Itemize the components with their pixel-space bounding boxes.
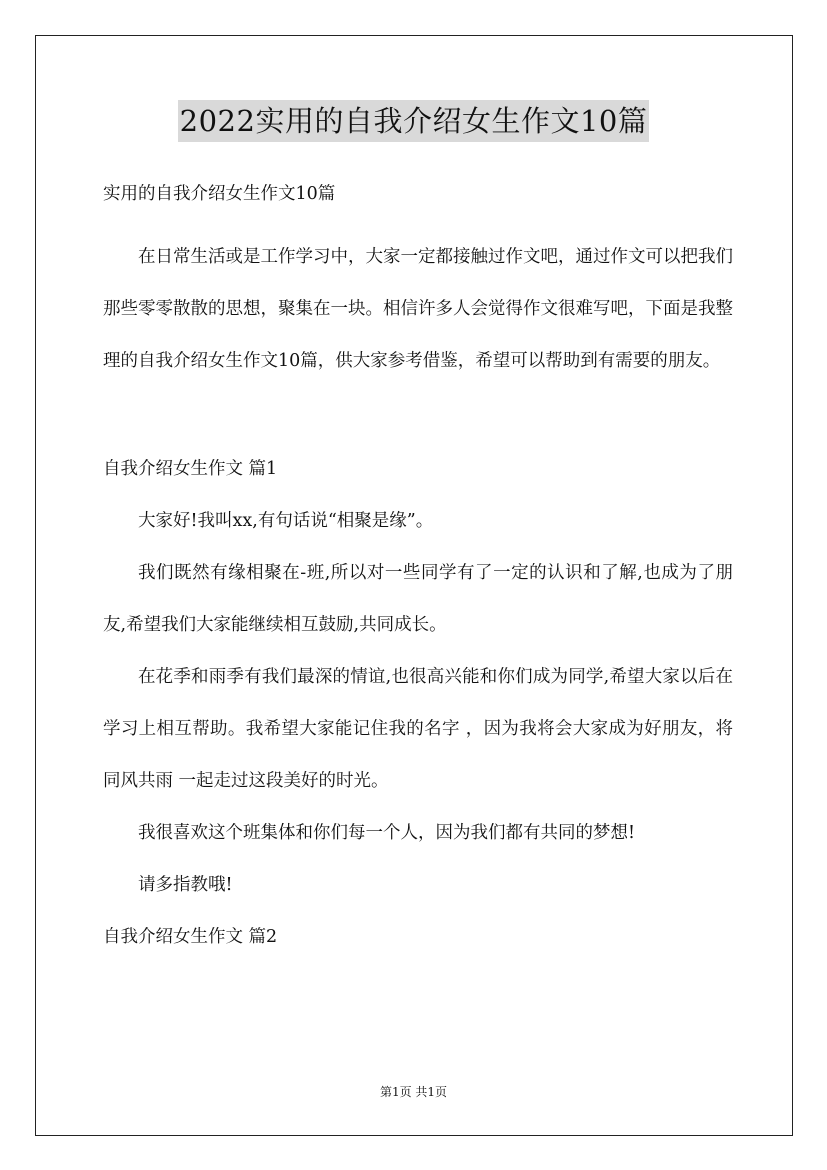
document-subtitle: 实用的自我介绍女生作文10篇 (103, 184, 336, 204)
section-1-paragraph-1: 大家好!我叫xx,有句话说“相聚是缘”。 (138, 511, 434, 531)
title-block (0, 100, 827, 142)
section-1-paragraph-5: 请多指教哦! (138, 875, 233, 895)
section-2-heading: 自我介绍女生作文 篇2 (103, 927, 278, 947)
document-body (103, 178, 733, 963)
document-title: 2022实用的自我介绍女生作文10篇 (178, 100, 650, 142)
section-1-heading: 自我介绍女生作文 篇1 (103, 459, 278, 479)
section-1-paragraph-3: 在花季和雨季有我们最深的情谊,也很高兴能和你们成为同学,希望大家以后在学习上相互帮助。我希望大家能记住我的名字 ，因为我将会大家成为好朋友，将同风共雨 一起走过这段美好的时光。 (103, 667, 733, 791)
intro-paragraph: 在日常生活或是工作学习中，大家一定都接触过作文吧，通过作文可以把我们那些零零散散的思想，聚集在一块。相信许多人会觉得作文很难写吧，下面是我整理的自我介绍女生作文10篇，供大家参考借鉴，希望可以帮助到有需要的朋友。 (103, 247, 733, 371)
section-1-paragraph-2: 我们既然有缘相聚在-班,所以对一些同学有了一定的认识和了解,也成为了朋友,希望我们大家能继续相互鼓励,共同成长。 (103, 563, 733, 635)
page-footer: 第1页 共1页 (379, 1085, 448, 1099)
section-1-paragraph-4: 我很喜欢这个班集体和你们每一个人，因为我们都有共同的梦想! (138, 823, 636, 843)
section-gap (103, 387, 733, 443)
